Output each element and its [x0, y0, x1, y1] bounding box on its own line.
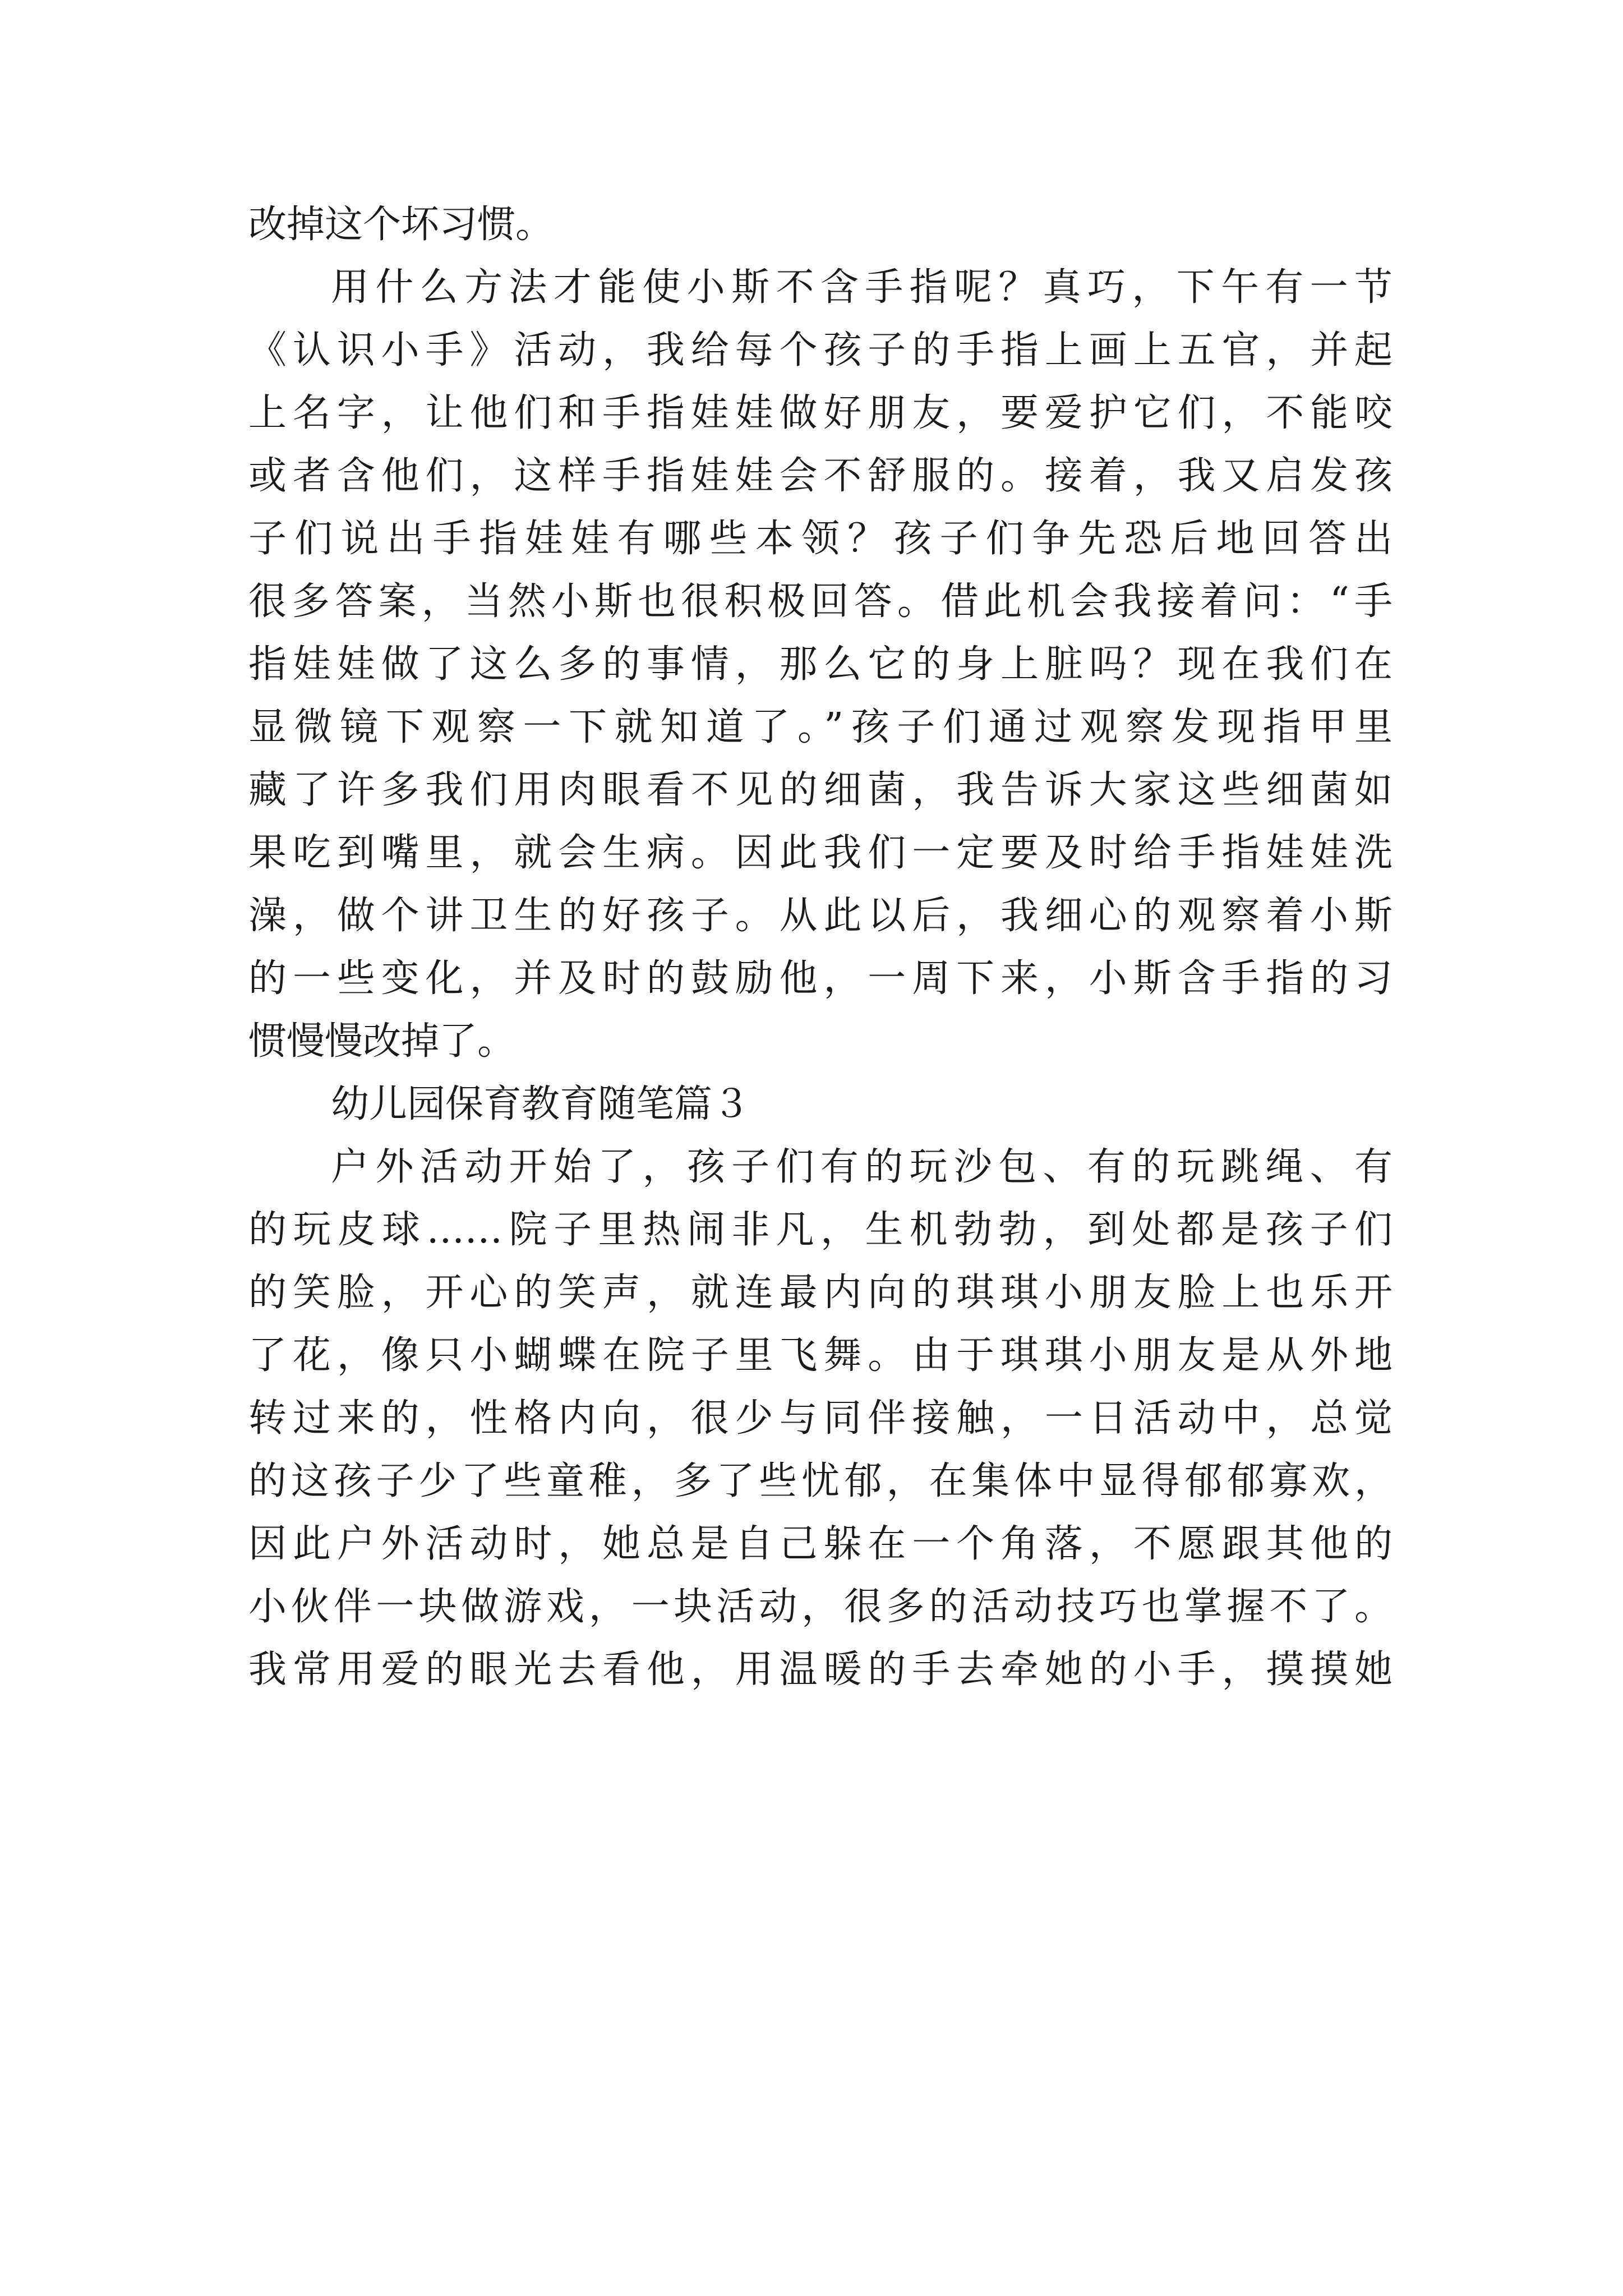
paragraph-start-line: 用什么方法才能使小斯不含手指呢？真巧，下午有一节: [331, 265, 1393, 310]
text-line: 转过来的，性格内向，很少与同伴接触，一日活动中，总觉: [248, 1396, 1393, 1441]
text-line: 因此户外活动时，她总是自己躲在一个角落，不愿跟其他的: [248, 1522, 1393, 1566]
text-line: 《认识小手》活动，我给每个孩子的手指上画上五官，并起: [248, 328, 1393, 372]
text-line: 的这孩子少了些童稚，多了些忧郁，在集体中显得郁郁寡欢，: [248, 1459, 1393, 1503]
text-line: 的玩皮球……院子里热闹非凡，生机勃勃，到处都是孩子们: [248, 1208, 1393, 1252]
text-line: 指娃娃做了这么多的事情，那么它的身上脏吗？现在我们在: [248, 642, 1393, 687]
section-heading: 幼儿园保育教育随笔篇３: [331, 1082, 751, 1126]
text-line: 改掉这个坏习惯。: [248, 203, 554, 247]
text-line: 我常用爱的眼光去看他，用温暖的手去牵她的小手，摸摸她: [248, 1648, 1393, 1692]
text-line: 或者含他们，这样手指娃娃会不舒服的。接着，我又启发孩: [248, 454, 1393, 498]
text-line: 惯慢慢改掉了。: [248, 1019, 516, 1064]
text-line: 了花，像只小蝴蝶在院子里飞舞。由于琪琪小朋友是从外地: [248, 1333, 1393, 1378]
text-line: 上名字，让他们和手指娃娃做好朋友，要爱护它们，不能咬: [248, 391, 1393, 435]
text-line: 很多答案，当然小斯也很积极回答。借此机会我接着问：“手: [248, 579, 1393, 624]
text-line: 子们说出手指娃娃有哪些本领？孩子们争先恐后地回答出: [248, 517, 1393, 561]
text-line: 小伙伴一块做游戏，一块活动，很多的活动技巧也掌握不了。: [248, 1585, 1393, 1629]
paragraph-start-line: 户外活动开始了，孩子们有的玩沙包、有的玩跳绳、有: [331, 1145, 1393, 1189]
text-line: 的笑脸，开心的笑声，就连最内向的琪琪小朋友脸上也乐开: [248, 1271, 1393, 1315]
text-line: 果吃到嘴里，就会生病。因此我们一定要及时给手指娃娃洗: [248, 831, 1393, 875]
body-text: [248, 194, 1393, 1701]
text-line: 显微镜下观察一下就知道了。”孩子们通过观察发现指甲里: [248, 705, 1393, 749]
text-line: 的一些变化，并及时的鼓励他，一周下来，小斯含手指的习: [248, 956, 1393, 1001]
text-line: 澡，做个讲卫生的好孩子。从此以后，我细心的观察着小斯: [248, 894, 1393, 938]
text-line: 藏了许多我们用肉眼看不见的细菌，我告诉大家这些细菌如: [248, 768, 1393, 812]
